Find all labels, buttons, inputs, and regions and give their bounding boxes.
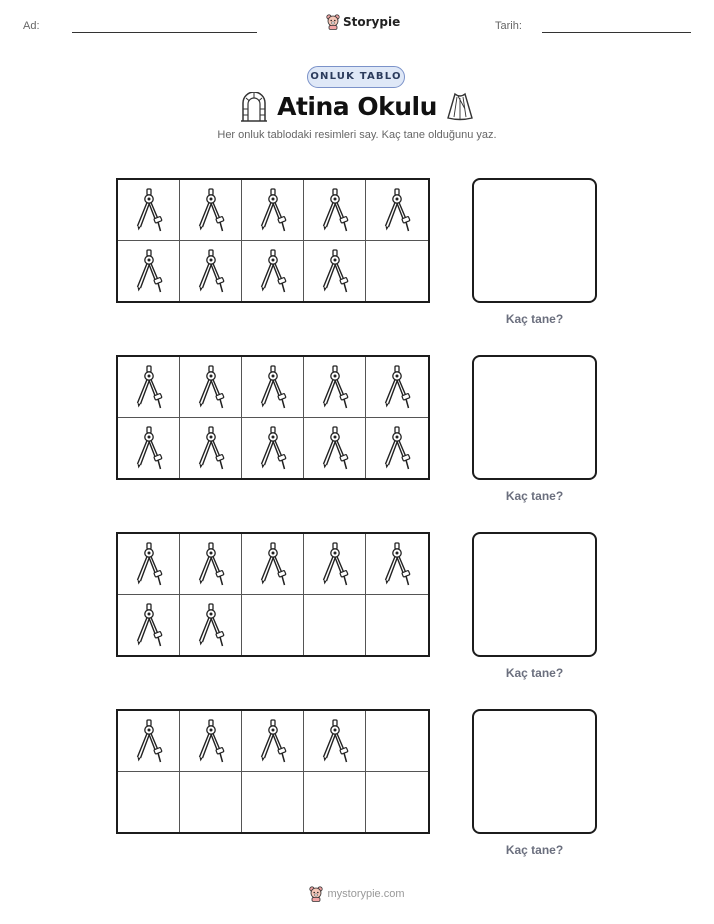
frame-cell — [242, 711, 304, 772]
compass-icon — [318, 719, 352, 763]
frame-cell — [118, 418, 180, 479]
answer-box-2[interactable] — [472, 355, 597, 480]
compass-icon — [318, 426, 352, 470]
bear-mascot-icon — [309, 886, 323, 902]
ten-frame-3 — [116, 532, 430, 657]
frame-cell — [180, 241, 242, 302]
compass-icon — [194, 542, 228, 586]
frame-cell — [180, 711, 242, 772]
compass-icon — [132, 719, 166, 763]
worksheet-type-badge: ONLUK TABLO — [307, 66, 405, 88]
compass-icon — [256, 719, 290, 763]
compass-icon — [194, 188, 228, 232]
frame-cell — [118, 180, 180, 241]
frame-cell — [242, 241, 304, 302]
frame-cell — [180, 595, 242, 656]
compass-icon — [380, 542, 414, 586]
date-label: Tarih: — [495, 20, 522, 32]
frame-cell — [118, 772, 180, 833]
compass-icon — [194, 249, 228, 293]
frame-cell — [304, 241, 366, 302]
compass-icon — [194, 603, 228, 647]
ten-frame-2 — [116, 355, 430, 480]
name-line — [72, 32, 257, 33]
footer-url: mystorypie.com — [327, 888, 405, 900]
frame-cell — [242, 772, 304, 833]
compass-icon — [318, 249, 352, 293]
frame-cell — [304, 180, 366, 241]
brand-name: Storypie — [343, 15, 401, 29]
compass-icon — [132, 188, 166, 232]
frame-cell — [304, 711, 366, 772]
frame-cell — [242, 357, 304, 418]
compass-icon — [380, 426, 414, 470]
frame-cell — [180, 534, 242, 595]
frame-cell — [180, 772, 242, 833]
footer — [0, 886, 714, 902]
frame-cell — [118, 595, 180, 656]
frame-cell — [242, 180, 304, 241]
answer-box-1[interactable] — [472, 178, 597, 303]
frame-cell — [304, 772, 366, 833]
compass-icon — [132, 426, 166, 470]
compass-icon — [194, 719, 228, 763]
frame-cell — [366, 534, 428, 595]
compass-icon — [256, 188, 290, 232]
answer-prompt-4: Kaç tane? — [505, 843, 564, 857]
frame-cell — [180, 180, 242, 241]
compass-icon — [194, 365, 228, 409]
compass-icon — [256, 365, 290, 409]
frame-cell — [366, 711, 428, 772]
frame-cell — [304, 418, 366, 479]
frame-cell — [366, 772, 428, 833]
compass-icon — [256, 426, 290, 470]
answer-box-4[interactable] — [472, 709, 597, 834]
date-line — [542, 32, 691, 33]
frame-cell — [304, 534, 366, 595]
frame-cell — [180, 357, 242, 418]
frame-cell — [118, 534, 180, 595]
compass-icon — [318, 365, 352, 409]
frame-cell — [242, 418, 304, 479]
frame-cell — [304, 595, 366, 656]
compass-icon — [256, 542, 290, 586]
compass-icon — [380, 188, 414, 232]
answer-prompt-1: Kaç tane? — [505, 312, 564, 326]
frame-cell — [180, 418, 242, 479]
frame-cell — [304, 357, 366, 418]
frame-cell — [242, 595, 304, 656]
frame-cell — [118, 711, 180, 772]
name-label: Ad: — [23, 20, 40, 32]
frame-cell — [366, 418, 428, 479]
compass-icon — [380, 365, 414, 409]
brand-logo — [326, 14, 400, 30]
frame-cell — [242, 534, 304, 595]
answer-prompt-3: Kaç tane? — [505, 666, 564, 680]
frame-cell — [366, 180, 428, 241]
frame-cell — [366, 595, 428, 656]
compass-icon — [132, 603, 166, 647]
compass-icon — [132, 542, 166, 586]
frame-cell — [118, 241, 180, 302]
frame-cell — [366, 241, 428, 302]
compass-icon — [256, 249, 290, 293]
ten-frame-4 — [116, 709, 430, 834]
bear-mascot-icon — [326, 14, 340, 30]
instructions: Her onluk tablodaki resimleri say. Kaç tane olduğunu yaz. — [217, 129, 497, 141]
page-title: Atina Okulu — [277, 92, 437, 121]
ten-frame-1 — [116, 178, 430, 303]
compass-icon — [318, 542, 352, 586]
toga-icon — [446, 92, 474, 122]
compass-icon — [132, 365, 166, 409]
compass-icon — [318, 188, 352, 232]
frame-cell — [366, 357, 428, 418]
answer-prompt-2: Kaç tane? — [505, 489, 564, 503]
frame-cell — [118, 357, 180, 418]
answer-box-3[interactable] — [472, 532, 597, 657]
compass-icon — [194, 426, 228, 470]
compass-icon — [132, 249, 166, 293]
